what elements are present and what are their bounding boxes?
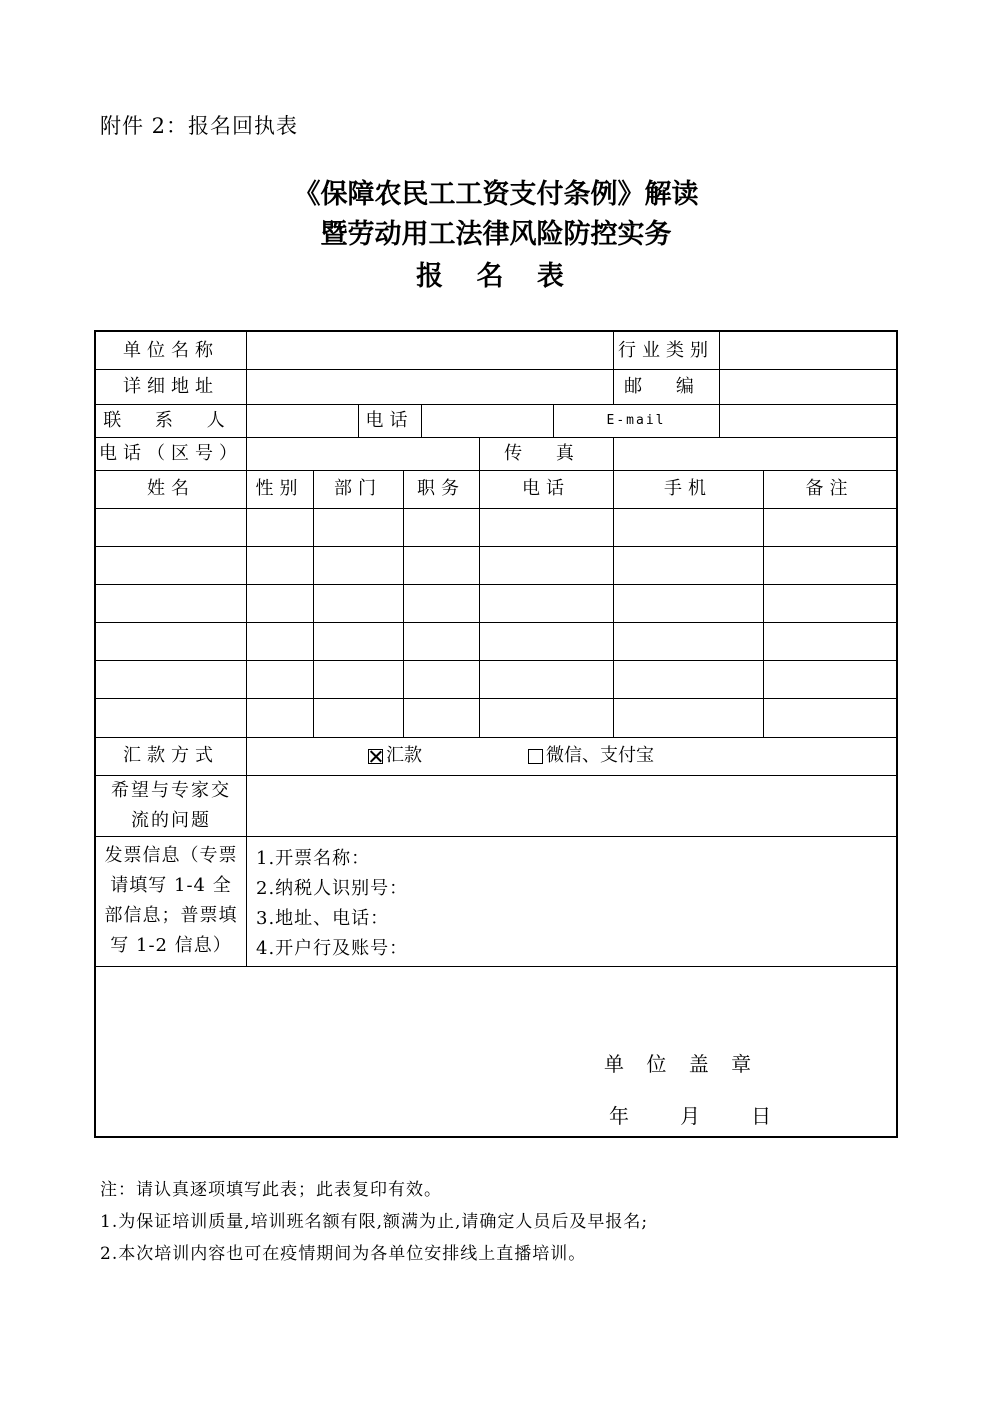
attendee-name-field[interactable] <box>96 623 246 661</box>
fax-label: 传 真 <box>504 442 588 464</box>
attendee-phone-field[interactable] <box>480 699 613 737</box>
contact-label: 联 系 人 <box>103 409 239 431</box>
postcode-field[interactable] <box>720 369 896 404</box>
phone-area-field[interactable] <box>247 437 479 470</box>
attendee-mobile-field[interactable] <box>614 508 763 546</box>
attendee-gender-field[interactable] <box>247 623 313 661</box>
payment-label: 汇款方式 <box>123 745 219 766</box>
attendee-gender-field[interactable] <box>247 699 313 737</box>
attendee-gender-field[interactable] <box>247 661 313 699</box>
attendee-remarks-field[interactable] <box>764 699 896 737</box>
attendee-mobile-field[interactable] <box>614 699 763 737</box>
header-name: 姓名 <box>147 478 195 499</box>
attendee-phone-field[interactable] <box>480 508 613 546</box>
attendee-gender-field[interactable] <box>247 584 313 622</box>
email-field[interactable] <box>720 404 896 437</box>
postcode-label: 邮 编 <box>624 375 708 397</box>
payment-wechat-label: 微信、支付宝 <box>546 745 654 766</box>
invoice-address-phone[interactable]: 3.地址、电话： <box>256 908 390 929</box>
invoice-taxpayer-id[interactable]: 2.纳税人识别号： <box>256 878 409 899</box>
attendee-mobile-field[interactable] <box>614 546 763 584</box>
unit-name-field[interactable] <box>247 332 613 369</box>
attendee-remarks-field[interactable] <box>764 546 896 584</box>
fax-field[interactable] <box>614 437 896 470</box>
questions-field[interactable] <box>247 775 896 836</box>
attendee-name-field[interactable] <box>96 508 246 546</box>
attendee-department-field[interactable] <box>314 584 403 622</box>
title-line-1: 《保障农民工工资支付条例》解读 <box>293 179 699 210</box>
questions-label: 希望与专家交 流的问题 <box>111 779 231 831</box>
registration-form <box>94 330 898 1138</box>
attendee-position-field[interactable] <box>404 546 479 584</box>
attendee-name-field[interactable] <box>96 661 246 699</box>
phone-field[interactable] <box>422 404 553 437</box>
empty-box-icon <box>528 749 543 764</box>
note-line-0: 注：请认真逐项填写此表；此表复印有效。 <box>100 1180 442 1200</box>
attendee-remarks-field[interactable] <box>764 661 896 699</box>
attendee-department-field[interactable] <box>314 699 403 737</box>
attendee-remarks-field[interactable] <box>764 508 896 546</box>
attendee-gender-field[interactable] <box>247 546 313 584</box>
address-field[interactable] <box>247 369 613 404</box>
attendee-name-field[interactable] <box>96 546 246 584</box>
header-gender: 性别 <box>255 478 304 499</box>
attendee-position-field[interactable] <box>404 584 479 622</box>
industry-field[interactable] <box>720 332 896 369</box>
attendee-phone-field[interactable] <box>480 623 613 661</box>
unit-stamp-label: 单 位 盖 章 <box>604 1052 760 1076</box>
email-label: E-mail <box>606 412 666 428</box>
payment-transfer-label: 汇款 <box>386 745 422 766</box>
contact-field[interactable] <box>247 404 358 437</box>
attendee-remarks-field[interactable] <box>764 584 896 622</box>
attendee-position-field[interactable] <box>404 508 479 546</box>
date-label: 年 月 日 <box>609 1104 780 1128</box>
attendee-department-field[interactable] <box>314 623 403 661</box>
attendee-mobile-field[interactable] <box>614 623 763 661</box>
industry-label: 行业类别 <box>618 339 714 361</box>
attendee-phone-field[interactable] <box>480 584 613 622</box>
attendee-department-field[interactable] <box>314 508 403 546</box>
attendee-name-field[interactable] <box>96 584 246 622</box>
header-department: 部门 <box>334 478 382 499</box>
payment-option-transfer[interactable] <box>368 737 428 775</box>
header-remarks: 备注 <box>805 478 854 499</box>
note-line-1: 1.为保证培训质量,培训班名额有限,额满为止,请确定人员后及早报名; <box>100 1212 649 1232</box>
phone-label: 电话 <box>365 409 414 431</box>
payment-option-wechat-alipay[interactable] <box>528 737 678 775</box>
attendee-position-field[interactable] <box>404 623 479 661</box>
header-phone: 电话 <box>522 478 570 499</box>
header-position: 职务 <box>417 478 465 499</box>
attendee-mobile-field[interactable] <box>614 584 763 622</box>
invoice-label: 发票信息（专票 请填写 1-4 全 部信息；普票填 写 1-2 信息） <box>104 845 238 956</box>
attendee-name-field[interactable] <box>96 699 246 737</box>
attendee-phone-field[interactable] <box>480 546 613 584</box>
unit-name-label: 单位名称 <box>123 339 219 361</box>
attendee-gender-field[interactable] <box>247 508 313 546</box>
attendee-remarks-field[interactable] <box>764 623 896 661</box>
address-label: 详细地址 <box>123 375 219 397</box>
attendee-department-field[interactable] <box>314 546 403 584</box>
attendee-position-field[interactable] <box>404 661 479 699</box>
title-line-3: 报 名 表 <box>416 261 576 292</box>
phone-area-label: 电话（区号） <box>99 442 243 464</box>
attachment-label: 附件 2：报名回执表 <box>100 114 299 138</box>
title-line-2: 暨劳动用工法律风险防控实务 <box>320 219 672 250</box>
header-mobile: 手机 <box>664 478 712 499</box>
attendee-department-field[interactable] <box>314 661 403 699</box>
checked-box-icon <box>368 749 383 764</box>
invoice-company-name[interactable]: 1.开票名称： <box>256 848 371 869</box>
note-line-2: 2.本次培训内容也可在疫情期间为各单位安排线上直播培训。 <box>100 1244 587 1264</box>
attendee-mobile-field[interactable] <box>614 661 763 699</box>
attendee-phone-field[interactable] <box>480 661 613 699</box>
attendee-position-field[interactable] <box>404 699 479 737</box>
invoice-bank-account[interactable]: 4.开户行及账号： <box>256 938 409 959</box>
